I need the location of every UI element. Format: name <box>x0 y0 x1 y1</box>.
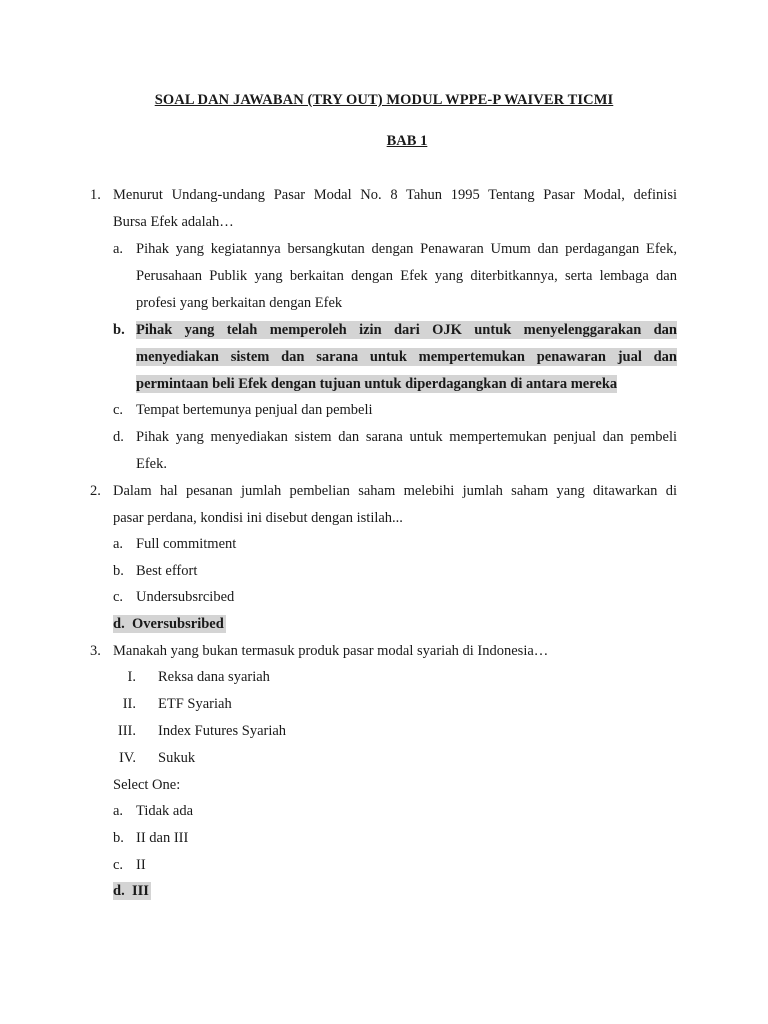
option-letter: b. <box>113 563 124 579</box>
question-text: Manakah yang bukan termasuk produk pasar modal syariah di Indonesia… <box>113 643 549 659</box>
option-letter: c. <box>113 589 124 605</box>
option-letter: c. <box>113 402 124 418</box>
correct-answer-highlight: menyediakan sistem dan sarana untuk mempertemukan penawaran jual dan <box>136 349 677 365</box>
chapter-heading: BAB 1 <box>386 133 428 149</box>
option-text: Perusahaan Publik yang berkaitan dengan Efek yang diterbitkannya, serta lembaga dan <box>136 268 677 284</box>
option-letter-correct: d. <box>113 616 125 632</box>
question-text: Bursa Efek adalah… <box>113 214 234 230</box>
option-letter: b. <box>113 830 124 846</box>
question-text: Dalam hal pesanan jumlah pembelian saham melebihi jumlah saham yang ditawarkan di <box>113 483 677 499</box>
roman-item-text: Reksa dana syariah <box>158 669 270 685</box>
option-text-correct: III <box>131 883 149 899</box>
option-text: Best effort <box>136 563 198 579</box>
correct-answer-highlight: permintaan beli Efek dengan tujuan untuk diperdagangkan di antara mereka <box>136 376 618 392</box>
option-letter-correct: b. <box>113 322 125 338</box>
roman-numeral: I. <box>127 669 136 685</box>
option-letter: d. <box>113 429 124 445</box>
correct-answer-highlight <box>113 615 226 633</box>
roman-numeral: II. <box>122 696 136 712</box>
option-text: profesi yang berkaitan dengan Efek <box>136 295 343 311</box>
option-text: Tidak ada <box>136 803 194 819</box>
option-text: Undersubsrcibed <box>136 589 235 605</box>
option-text: Efek. <box>136 456 167 472</box>
correct-answer-highlight <box>113 882 151 900</box>
option-letter-correct: d. <box>113 883 125 899</box>
option-text-correct: Oversubsribed <box>131 616 224 632</box>
document-title: SOAL DAN JAWABAN (TRY OUT) MODUL WPPE-P WAIVER TICMI <box>154 92 614 108</box>
option-letter: c. <box>113 857 124 873</box>
question-text: pasar perdana, kondisi ini disebut dengan istilah... <box>113 510 403 526</box>
question-number: 1. <box>90 187 101 203</box>
option-text: Pihak yang kegiatannya bersangkutan dengan Penawaran Umum dan perdagangan Efek, <box>136 241 677 257</box>
question-text: Menurut Undang-undang Pasar Modal No. 8 Tahun 1995 Tentang Pasar Modal, definisi <box>113 187 677 203</box>
option-text: Full commitment <box>136 536 237 552</box>
roman-item-text: ETF Syariah <box>158 696 232 712</box>
roman-item-text: Sukuk <box>158 750 196 766</box>
option-letter: a. <box>113 536 124 552</box>
correct-answer-highlight: Pihak yang telah memperoleh izin dari OJK untuk menyelenggarakan dan <box>136 322 677 338</box>
option-text: Pihak yang menyediakan sistem dan sarana untuk mempertemukan penjual dan pembeli <box>136 429 677 445</box>
option-text: II <box>136 857 146 873</box>
roman-numeral: III. <box>117 723 136 739</box>
option-text: II dan III <box>136 830 189 846</box>
option-letter: a. <box>113 241 124 257</box>
roman-item-text: Index Futures Syariah <box>158 723 287 739</box>
option-text: Tempat bertemunya penjual dan pembeli <box>136 402 373 418</box>
question-number: 3. <box>90 643 101 659</box>
option-letter: a. <box>113 803 124 819</box>
question-number: 2. <box>90 483 101 499</box>
select-label: Select One: <box>113 777 181 793</box>
roman-numeral: IV. <box>118 750 136 766</box>
